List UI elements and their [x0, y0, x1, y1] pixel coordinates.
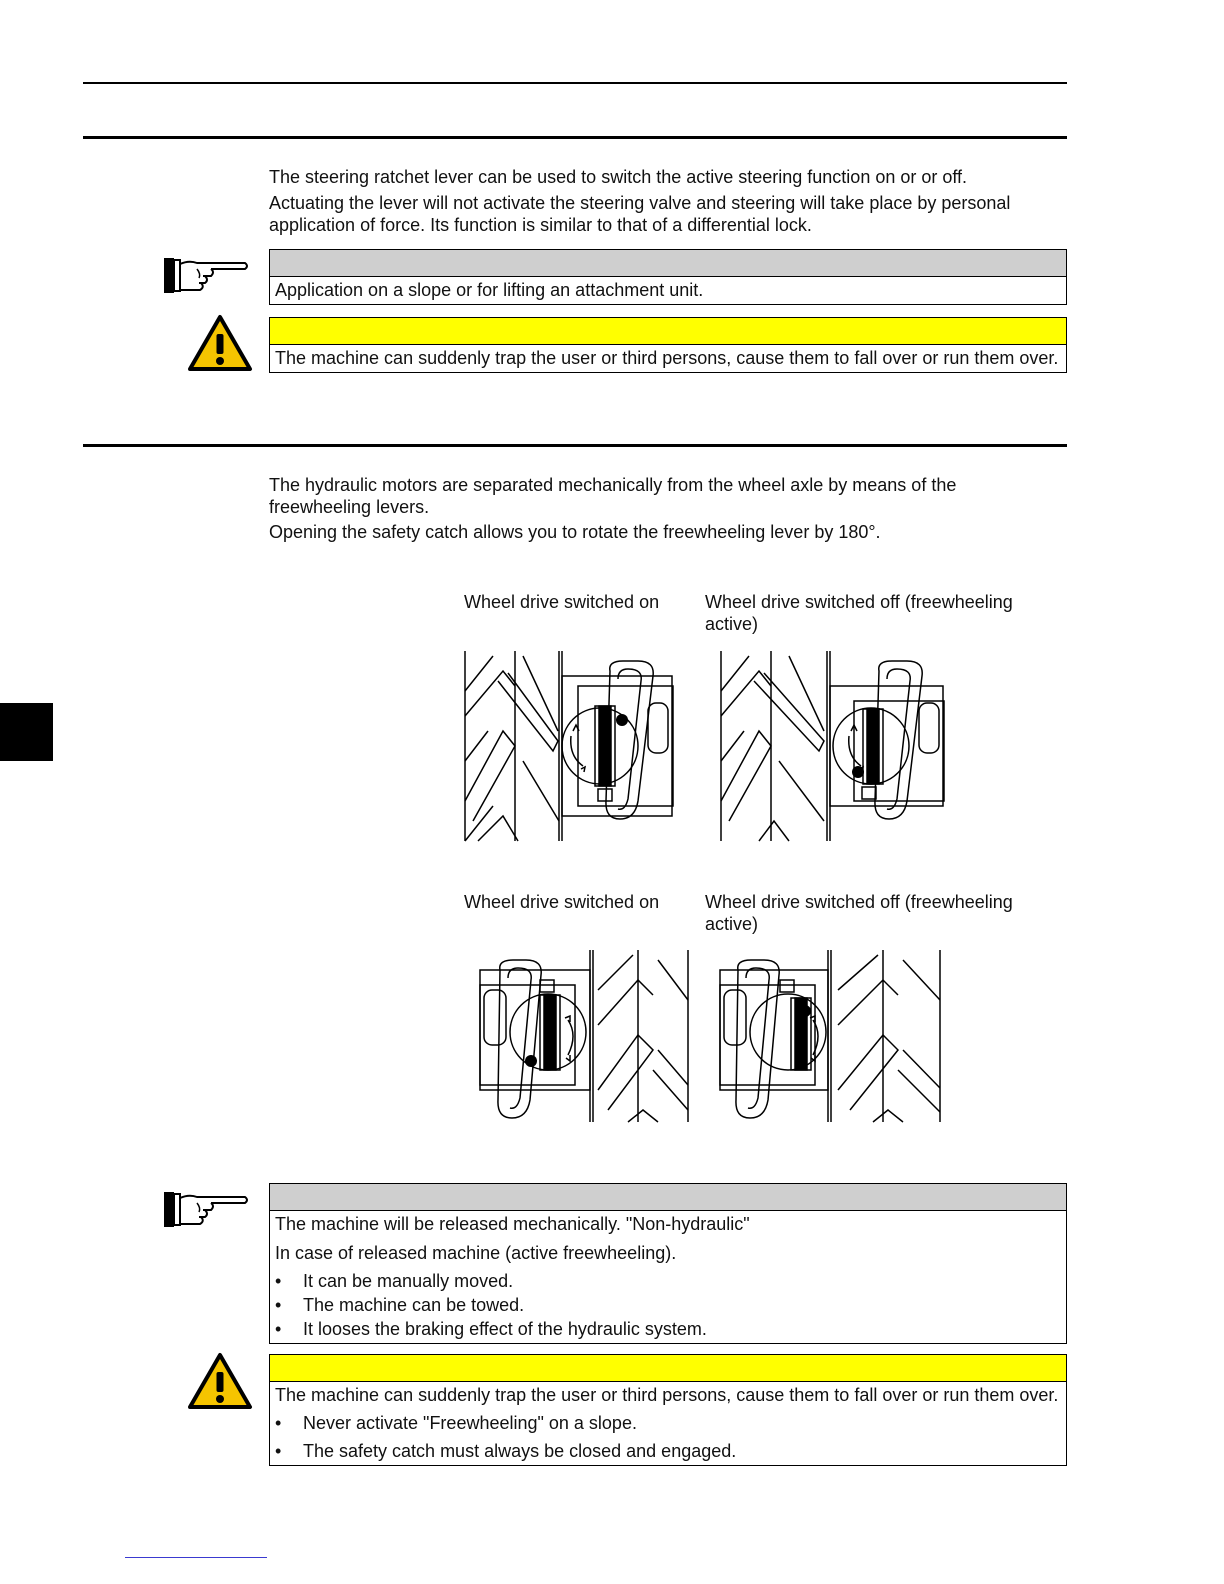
- section-rule-1: [83, 136, 1067, 139]
- note-text: Application on a slope or for lifting an attachment unit.: [275, 280, 704, 300]
- warning-text: The machine can suddenly trap the user or third persons, cause them to fall over or run them over.: [275, 348, 1059, 368]
- warning-triangle-icon: [187, 314, 253, 372]
- footer-line: [125, 1557, 267, 1558]
- freewheel-para-2: Opening the safety catch allows you to rotate the freewheeling lever by 180°.: [269, 522, 881, 542]
- steering-para-1: The steering ratchet lever can be used to switch the active steering function on or or off.: [269, 167, 968, 187]
- note-line-1: The machine will be released mechanically. "Non-hydraulic": [275, 1214, 750, 1234]
- warning-bullet-text: The safety catch must always be closed and engaged.: [303, 1441, 737, 1461]
- warning-bullet: • Never activate "Freewheeling" on a slope.: [275, 1413, 637, 1433]
- caption-top-right: Wheel drive switched off (freewheeling active): [705, 592, 1013, 634]
- note-line-2: In case of released machine (active freewheeling).: [275, 1243, 677, 1263]
- chapter-tab: [0, 703, 53, 761]
- top-rule: [83, 82, 1067, 84]
- warning-bullet-text: Never activate "Freewheeling" on a slope.: [303, 1413, 637, 1433]
- figure-drive-off-top: [719, 651, 949, 843]
- warning-bullet: • The safety catch must always be closed and engaged.: [275, 1441, 737, 1461]
- warning-triangle-icon: [187, 1352, 253, 1410]
- caption-bottom-right: Wheel drive switched off (freewheeling active): [705, 892, 1013, 934]
- note-bullet: • It can be manually moved.: [275, 1271, 514, 1291]
- steering-para-2: Actuating the lever will not activate the steering valve and steering will take place by personal application of force. Its function is similar to that of a differential lock.: [269, 193, 1011, 235]
- freewheel-para-1: The hydraulic motors are separated mechanically from the wheel axle by means of the freewheeling levers.: [269, 475, 957, 517]
- warning-text: The machine can suddenly trap the user or third persons, cause them to fall over or run them over.: [275, 1385, 1059, 1405]
- note-bullet-text: It can be manually moved.: [303, 1271, 514, 1291]
- note-bullet-text: The machine can be towed.: [303, 1295, 525, 1315]
- section-rule-2: [83, 444, 1067, 447]
- figure-drive-off-bottom: [718, 950, 948, 1125]
- warning-header: [270, 1355, 1066, 1382]
- figure-drive-on-top: [463, 651, 678, 843]
- note-header: [270, 250, 1066, 277]
- figure-drive-on-bottom: [478, 950, 693, 1125]
- warning-box-1: [269, 317, 1067, 373]
- pointing-hand-icon: [163, 1190, 251, 1230]
- note-box-1: [269, 249, 1067, 305]
- pointing-hand-icon: [163, 256, 251, 296]
- caption-bottom-left: Wheel drive switched on: [464, 892, 660, 912]
- caption-top-left: Wheel drive switched on: [464, 592, 660, 612]
- note-bullet: • The machine can be towed.: [275, 1295, 525, 1315]
- note-bullet-text: It looses the braking effect of the hydraulic system.: [303, 1319, 707, 1339]
- note-header: [270, 1184, 1066, 1211]
- note-box-2: [269, 1183, 1067, 1344]
- note-bullet: • It looses the braking effect of the hydraulic system.: [275, 1319, 707, 1339]
- warning-box-2: [269, 1354, 1067, 1466]
- warning-header: [270, 318, 1066, 345]
